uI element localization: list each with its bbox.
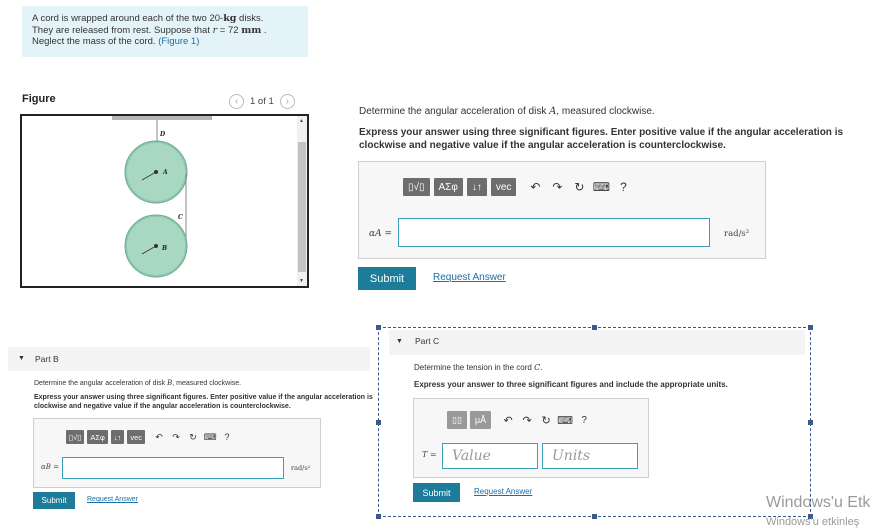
problem-line-3: Neglect the mass of the cord. (Figure 1) — [32, 36, 200, 47]
collapse-arrow-icon[interactable]: ▼ — [396, 338, 403, 345]
scroll-up-icon[interactable]: ▲ — [299, 118, 304, 124]
figure-scrollbar[interactable] — [297, 116, 307, 286]
help-icon[interactable]: ? — [620, 180, 627, 194]
activation-watermark-sub: Windows'u etkinleş — [766, 516, 860, 528]
reset-icon[interactable]: ↻ — [541, 414, 551, 427]
part-a-question: Determine the angular acceleration of disk A, measured clockwise. — [359, 106, 655, 117]
disk-diagram — [22, 116, 299, 286]
part-b-question: Determine the angular acceleration of disk B, measured clockwise. — [34, 379, 242, 387]
resize-handle[interactable] — [808, 325, 813, 330]
part-b-unit: rad/s² — [291, 464, 311, 472]
redo-icon[interactable]: ↷ — [552, 180, 563, 194]
keyboard-icon[interactable]: ⌨ — [592, 180, 611, 194]
label-b: B — [162, 245, 168, 252]
keyboard-icon[interactable]: ⌨ — [557, 414, 574, 427]
part-b-answer-input[interactable] — [62, 457, 284, 479]
redo-icon[interactable]: ↷ — [172, 431, 180, 442]
arrows-button[interactable]: ↓↑ — [111, 430, 125, 444]
reset-icon[interactable]: ↻ — [574, 180, 585, 194]
part-a-instruction: Express your answer using three significant figures. Enter positive value if the angular acceleration is clockwise and negative value if the angular acceleration is counterclockwise. — [359, 127, 844, 151]
part-c-instruction: Express your answer to three significant figures and include the appropriate units. — [414, 380, 728, 389]
reset-icon[interactable]: ↻ — [189, 431, 197, 442]
undo-icon[interactable]: ↶ — [503, 414, 513, 427]
part-c-value-input[interactable] — [442, 443, 538, 469]
help-icon[interactable]: ? — [581, 414, 587, 426]
part-a-answer-input[interactable] — [398, 218, 710, 247]
activation-watermark: Windows'u Etk — [766, 494, 871, 511]
resize-handle[interactable] — [376, 420, 381, 425]
part-c-units-input[interactable] — [542, 443, 638, 469]
units-button[interactable]: μÅ — [470, 411, 491, 429]
part-a-answer-box — [358, 161, 766, 259]
part-a-unit: rad/s² — [724, 229, 750, 239]
problem-statement — [22, 6, 308, 57]
figure-title: Figure — [22, 93, 56, 105]
part-c-answer-box — [413, 398, 649, 478]
keyboard-icon[interactable]: ⌨ — [203, 431, 217, 442]
greek-button[interactable]: ΑΣφ — [87, 430, 108, 444]
value-placeholder: Value — [452, 448, 491, 464]
part-b-submit-button[interactable]: Submit — [33, 492, 75, 509]
resize-handle[interactable] — [808, 420, 813, 425]
units-placeholder: Units — [552, 448, 591, 464]
figure-link[interactable]: (Figure 1) — [158, 36, 200, 47]
part-a-request-answer-link[interactable]: Request Answer — [433, 272, 506, 283]
figure-page-count: 1 of 1 — [250, 96, 274, 107]
redo-icon[interactable]: ↷ — [522, 414, 532, 427]
help-icon[interactable]: ? — [224, 432, 230, 442]
resize-handle[interactable] — [592, 514, 597, 519]
vec-button[interactable]: vec — [127, 430, 145, 444]
undo-icon[interactable]: ↶ — [155, 431, 163, 442]
part-b-variable-label: αB = — [41, 463, 59, 471]
resize-handle[interactable] — [376, 514, 381, 519]
figure-viewer — [20, 114, 309, 288]
prev-figure-button[interactable]: ‹ — [229, 94, 244, 109]
part-c-request-answer-link[interactable]: Request Answer — [474, 487, 533, 496]
scroll-down-icon[interactable]: ▼ — [299, 278, 304, 284]
ceiling — [112, 116, 212, 120]
arrows-button[interactable]: ↓↑ — [467, 178, 487, 196]
problem-line-2: They are released from rest. Suppose that r = 72 mm . — [32, 24, 267, 36]
vec-button[interactable]: vec — [491, 178, 517, 196]
templates-button[interactable]: ▯▯ — [447, 411, 467, 429]
part-a-submit-button[interactable]: Submit — [358, 267, 416, 290]
part-c-question: Determine the tension in the cord C. — [414, 363, 543, 372]
part-b-header[interactable] — [8, 347, 370, 371]
part-b-title: Part B — [35, 354, 59, 364]
label-c: C — [178, 214, 183, 221]
part-b-instruction: Express your answer using three significant figures. Enter positive value if the angular acceleration is clockwise and negative value if the angular acceleration is counterclockwise. — [34, 394, 373, 410]
greek-button[interactable]: ΑΣφ — [434, 178, 463, 196]
part-c-header[interactable] — [389, 330, 805, 355]
scrollbar-thumb[interactable] — [298, 142, 306, 272]
undo-icon[interactable]: ↶ — [530, 180, 541, 194]
part-a-variable-label: αA = — [369, 229, 392, 239]
part-c-title: Part C — [415, 336, 440, 346]
collapse-arrow-icon[interactable]: ▼ — [18, 355, 25, 362]
next-figure-button[interactable]: › — [280, 94, 295, 109]
problem-line-1: A cord is wrapped around each of the two 20-kg disks. — [32, 13, 264, 24]
part-c-submit-button[interactable]: Submit — [413, 483, 460, 502]
part-b-request-answer-link[interactable]: Request Answer — [87, 496, 138, 503]
part-c-toolbar — [447, 411, 592, 429]
part-a-toolbar — [403, 178, 632, 196]
figure-pagination — [229, 94, 295, 109]
resize-handle[interactable] — [376, 325, 381, 330]
templates-button[interactable]: ▯√▯ — [66, 430, 84, 444]
part-c-variable-label: T = — [422, 450, 437, 459]
part-b-toolbar — [66, 430, 234, 444]
templates-button[interactable]: ▯√▯ — [403, 178, 430, 196]
part-b-answer-box — [33, 418, 321, 488]
label-a: A — [163, 169, 168, 176]
label-d: D — [160, 131, 166, 138]
